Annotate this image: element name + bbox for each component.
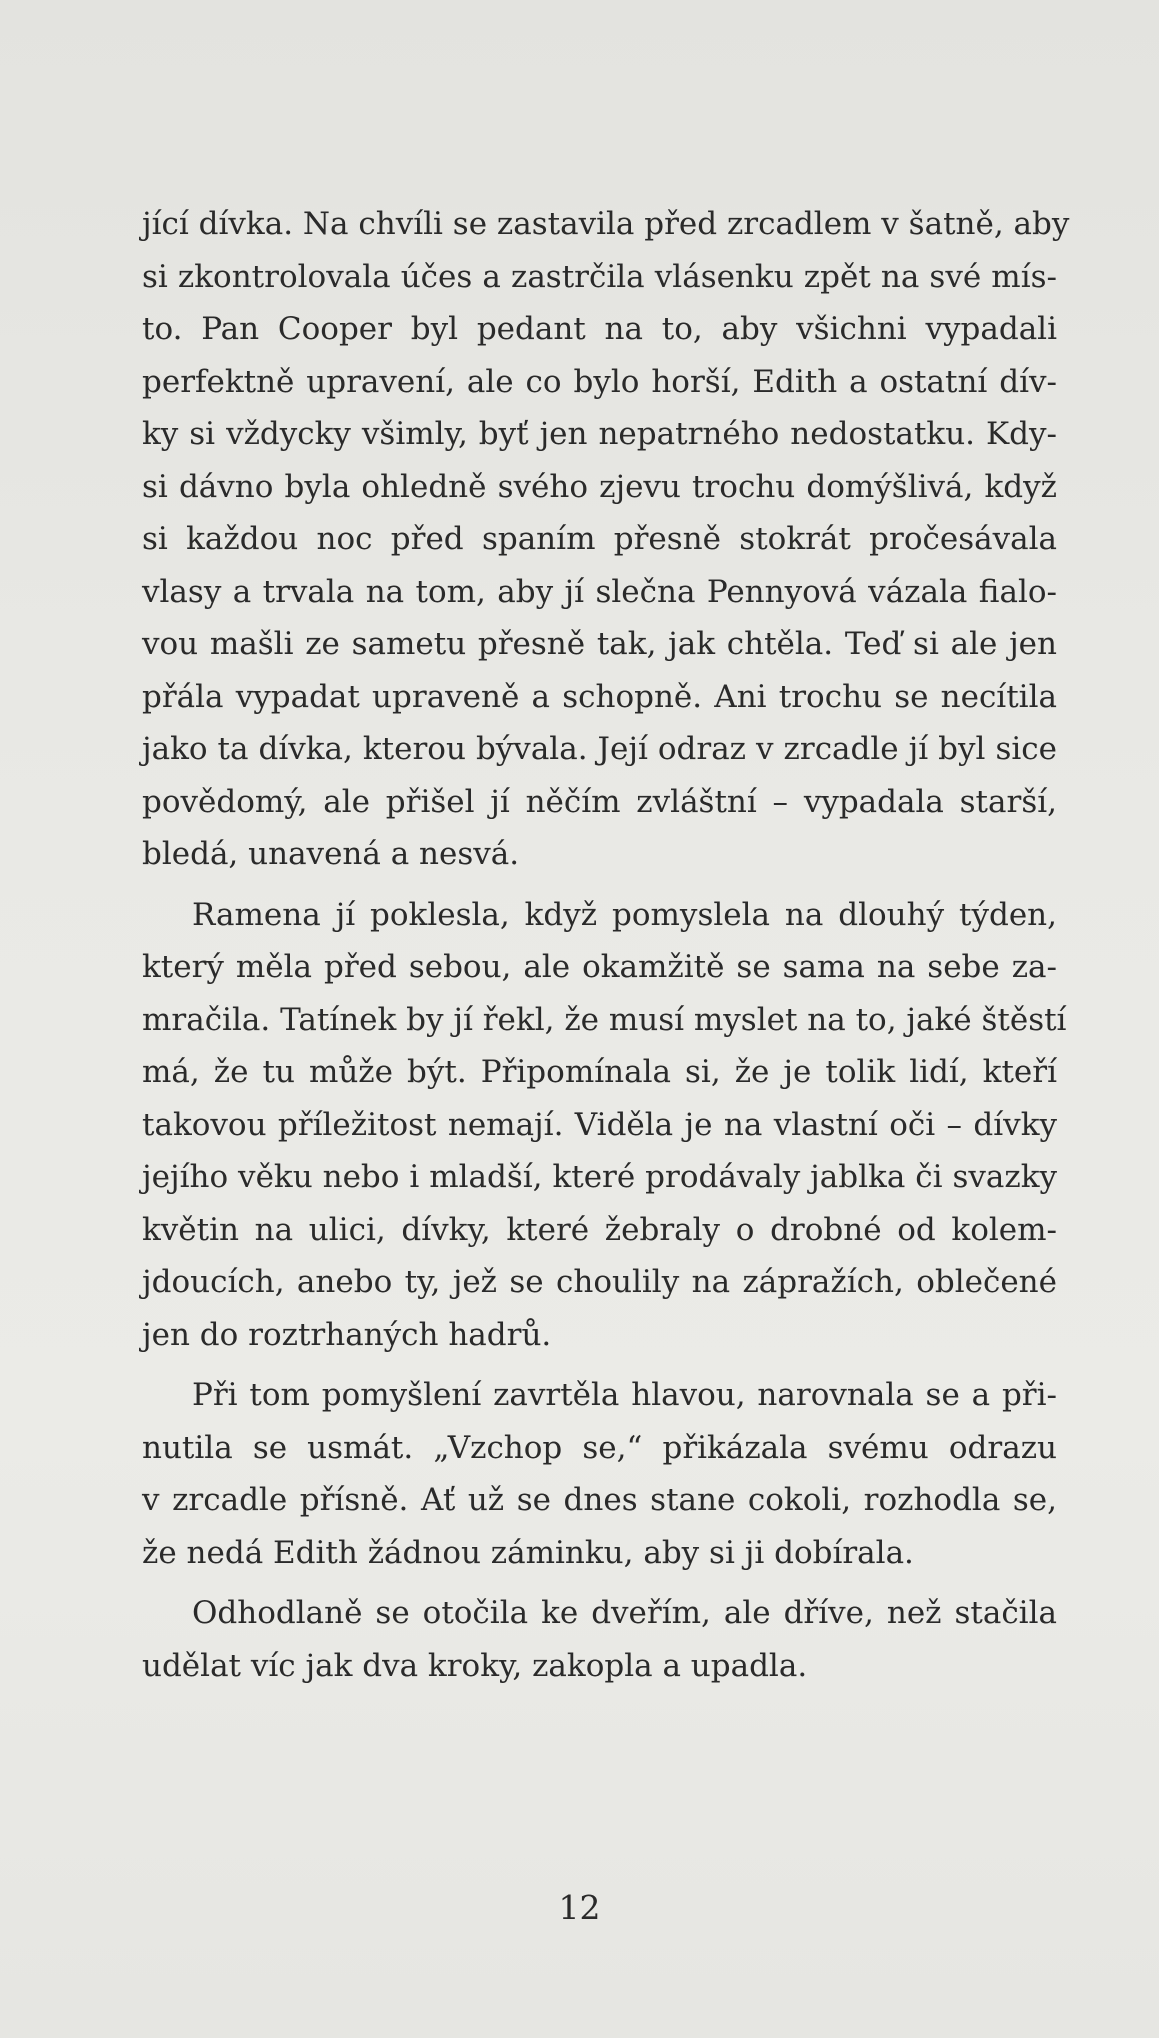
text-line: který měla před sebou, ale okamžitě se sama na sebe za- xyxy=(142,949,1057,985)
text-line: perfektně upravení, ale co bylo horší, Edith a ostatní dív- xyxy=(142,363,1057,400)
paragraph-4 xyxy=(142,1587,1057,1692)
text-line: jící dívka. Na chvíli se zastavila před zrcadlem v šatně, aby xyxy=(142,206,1070,242)
text-line: jako ta dívka, kterou bývala. Její odraz v zrcadle jí byl sice xyxy=(142,731,1057,767)
text-line: jdoucích, anebo ty, jež se choulily na zápražích, oblečené xyxy=(142,1264,1057,1300)
text-line: povědomý, ale přišel jí něčím zvláštní – vypadala starší, xyxy=(142,783,1057,820)
text-line: bledá, unavená a nesvá. xyxy=(142,836,520,872)
text-line: vlasy a trvala na tom, aby jí slečna Pennyová vázala fialo- xyxy=(142,573,1057,610)
page-number: 12 xyxy=(558,1888,601,1927)
text-line: že nedá Edith žádnou záminku, aby si ji dobírala. xyxy=(142,1534,914,1571)
text-line: květin na ulici, dívky, které žebraly o drobné od kolem- xyxy=(142,1211,1057,1248)
text-line: ky si vždycky všimly, byť jen nepatrného nedostatku. Kdy- xyxy=(142,416,1057,452)
text-line: si dávno byla ohledně svého zjevu trochu domýšlivá, když xyxy=(142,468,1057,505)
paragraph-2 xyxy=(142,889,1067,1362)
text-line: v zrcadle přísně. Ať už se dnes stane cokoli, rozhodla se, xyxy=(142,1482,1057,1518)
text-line: má, že tu může být. Připomínala si, že je tolik lidí, kteří xyxy=(142,1054,1057,1090)
text-line: to. Pan Cooper byl pedant na to, aby všichni vypadali xyxy=(142,311,1057,347)
text-line: vou mašli ze sametu přesně tak, jak chtěla. Teď si ale jen xyxy=(142,626,1057,662)
text-line: udělat víc jak dva kroky, zakopla a upadla. xyxy=(142,1647,808,1684)
text-line: Při tom pomyšlení zavrtěla hlavou, narovnala se a při- xyxy=(192,1377,1057,1413)
text-line: nutila se usmát. „Vzchop se,“ přikázala svému odrazu xyxy=(142,1429,1057,1466)
text-line: jejího věku nebo i mladší, které prodávaly jablka či svazky xyxy=(142,1159,1057,1195)
text-line: jen do roztrhaných hadrů. xyxy=(142,1316,552,1353)
text-line: takovou příležitost nemají. Viděla je na vlastní oči – dívky xyxy=(142,1106,1057,1143)
text-line: přála vypadat upraveně a schopně. Ani trochu se necítila xyxy=(142,678,1057,715)
paragraph-1 xyxy=(142,198,1070,881)
text-line: si zkontrolovala účes a zastrčila vlásenku zpět na své mís- xyxy=(142,258,1057,295)
body-text xyxy=(142,198,1070,1700)
text-line: Odhodlaně se otočila ke dveřím, ale dříve, než stačila xyxy=(192,1595,1057,1631)
text-line: Ramena jí poklesla, když pomyslela na dlouhý týden, xyxy=(192,896,1057,933)
paragraph-3 xyxy=(142,1369,1057,1579)
text-line: si každou noc před spaním přesně stokrát pročesávala xyxy=(142,521,1057,557)
text-line: mračila. Tatínek by jí řekl, že musí myslet na to, jaké štěstí xyxy=(142,1001,1067,1038)
